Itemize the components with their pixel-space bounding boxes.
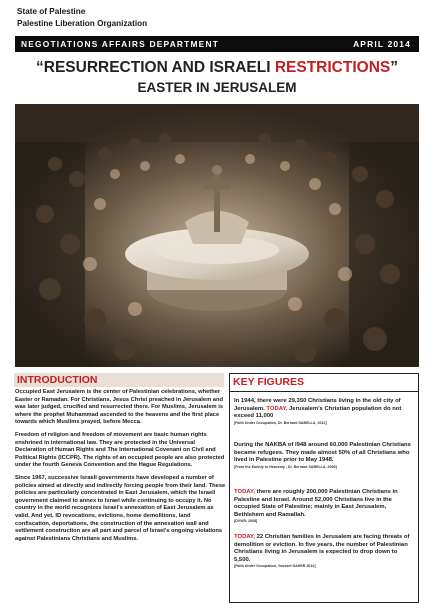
figure-3-today: TODAY, [234, 489, 255, 495]
publication-date: APRIL 2014 [353, 39, 411, 49]
intro-paragraph-3: Since 1967, successive Israeli governments have developed a number of policies aimed at directly and indirectly forcing people from their land. These policies are particularly concentrated in East Jerusalem, which the Israeli government claimed to annex to Israel while continuing to occupy it. No country in the world recognizes Israel's annexation of East Jerusalem as valid. And yet, ID revocations, evictions, home demolitions, land confiscation, deportations, the construction of the annexation wall and settlement construction are all part and parcel of Israel's ongoing violations against Palestinians Christians and Muslims. [15, 474, 226, 542]
figure-1-text-b: Jerusalem's Christian population do not exceed 11,000 [234, 405, 402, 420]
page-subtitle: EASTER IN JERUSALEM [137, 80, 297, 95]
figure-1-source: [Faith Under Occupation, Dr. Bernard SABELLA, 2012] [234, 420, 327, 425]
figure-3-text: there are roughly 200,000 Palestinian Christians in Palestine and Israel. Around 52,000 Christians live in the occupied State of Palestine; mainly in East Jerusalem, Bethlehem and Ramallah. [234, 489, 398, 518]
page-title [15, 59, 419, 77]
key-figure-4 [234, 534, 415, 569]
key-figures-box [229, 373, 419, 603]
title-part-1: “RESURRECTION AND ISRAELI [36, 59, 275, 76]
figure-4-text: 22 Christian families in Jerusalem are facing threats of demolition or eviction. In five years, the number of Palestinian Christians living in Jerusalem is expected to drop down to 5,500. [234, 534, 410, 563]
org-line-plo: Palestine Liberation Organization [17, 18, 148, 28]
key-figure-2 [234, 442, 415, 470]
org-line-state: State of Palestine [17, 7, 86, 16]
figure-4-today: TODAY, [234, 534, 255, 540]
organization-name [17, 6, 147, 29]
intro-paragraph-2: Freedom of religion and freedom of movement are basic human rights enshrined in international law. They are protected in the Universal Declaration of Human Rights and The International Covenant on Civil and Political Rights (ICCPR). The rights of an occupied people are also protected under the fourth Geneva Convention and the Hague Regulations. [15, 431, 225, 469]
figure-3-source: [DIYAR, 2008] [234, 519, 258, 524]
figure-4-source: [Faith Under Occupation, Youssef DAHER 2012] [234, 564, 316, 569]
department-name: NEGOTIATIONS AFFAIRS DEPARTMENT [21, 39, 220, 49]
introduction-heading: INTRODUCTION [14, 373, 224, 387]
key-figure-1 [234, 398, 415, 426]
key-figures-heading: KEY FIGURES [233, 376, 304, 388]
key-figures-divider [230, 391, 418, 392]
easter-photo [15, 104, 419, 367]
figure-1-today: TODAY, [266, 405, 288, 412]
figure-2-source: [From the Earthly to Heavenly , Dr. Bernard SABELLA, 2008] [234, 464, 337, 469]
key-figure-3 [234, 489, 415, 524]
introduction-body [15, 389, 226, 548]
title-highlight: RESTRICTIONS [274, 59, 391, 76]
department-bar [15, 36, 419, 52]
figure-1-text-a: In 1944, there were 29,350 Christians living in the old city of Jerusalem. [234, 398, 401, 412]
title-part-2: ” [390, 59, 398, 76]
intro-paragraph-1: Occupied East Jerusalem is the center of Palestinian celebrations, whether Easter or Ramadan. For Christians, Jesus Christ preached in Jerusalem and was later judged, crucified and resurrected there. For Muslims, Jerusalem is where the prophet Muhammad ascended to the heavens and the first place towards which Muslims prayed, before Mecca. [15, 389, 224, 426]
figure-2-text: During the NAKBA of l948 around 60,000 Palestinian Christians became refugees. They made almost 50% of all Christians who lived in Palestine prior to May 1948. [234, 442, 411, 464]
church-crowd-illustration [15, 104, 419, 367]
